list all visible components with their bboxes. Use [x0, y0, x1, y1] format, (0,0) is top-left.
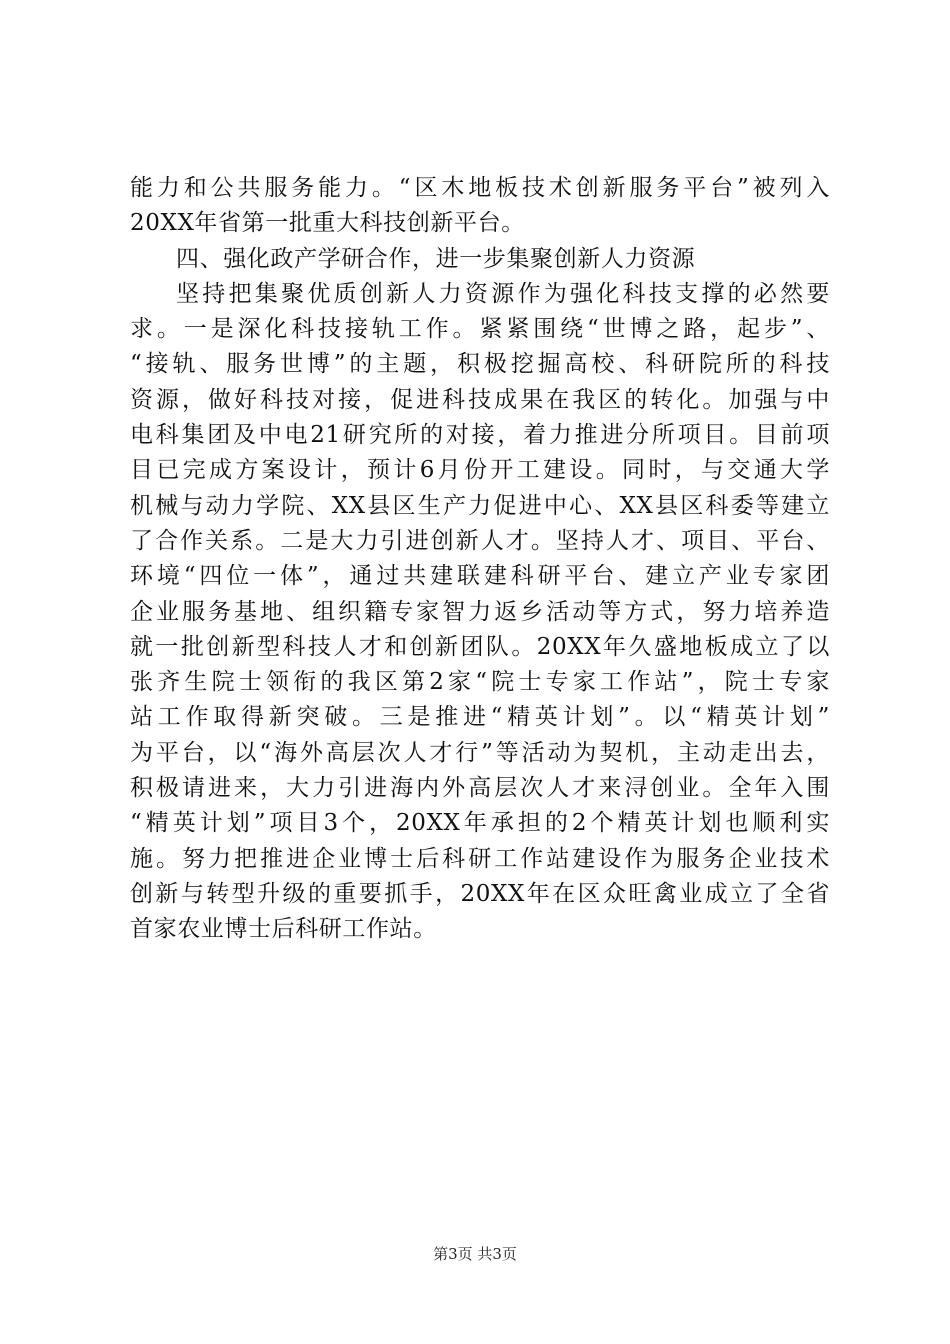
text-line: 能力和公共服务能力。“区木地板技术创新服务平台”被列入 [130, 175, 830, 201]
text-line: “精英计划”项目3个，20XX年承担的2个精英计划也顺利实 [130, 810, 830, 837]
text-line: 首家农业博士后科研工作站。 [130, 916, 437, 943]
text-line: 坚持把集聚优质创新人力资源作为强化科技支撑的必然要 [176, 280, 830, 307]
text-line: 求。一是深化科技接轨工作。紧紧围绕“世博之路，起步”、 [130, 316, 830, 343]
text-line: “接轨、服务世博”的主题，积极挖掘高校、科研院所的科技 [130, 351, 830, 378]
text-line: 创新与转型升级的重要抓手，20XX年在区众旺禽业成立了全省 [130, 880, 830, 907]
page-number-footer: 第3页 共3页 [433, 1245, 517, 1263]
text-line: 积极请进来，大力引进海内外高层次人才来浔创业。全年入围 [130, 775, 830, 802]
text-line: 环境“四位一体”，通过共建联建科研平台、建立产业专家团 [130, 563, 830, 590]
text-line: 施。努力把推进企业博士后科研工作站建设作为服务企业技术 [130, 845, 830, 872]
text-line: 了合作关系。二是大力引进创新人才。坚持人才、项目、平台、 [130, 527, 830, 554]
text-line: 就一批创新型科技人才和创新团队。20XX年久盛地板成立了以 [130, 633, 830, 660]
text-line: 目已完成方案设计，预计6月份开工建设。同时，与交通大学 [130, 457, 830, 484]
document-body [130, 171, 830, 948]
text-line: 张齐生院士领衔的我区第2家“院士专家工作站”，院士专家 [130, 669, 830, 696]
text-line: 站工作取得新突破。三是推进“精英计划”。以“精英计划” [130, 704, 830, 731]
text-line: 为平台，以“海外高层次人才行”等活动为契机，主动走出去， [130, 739, 830, 766]
text-line: 电科集团及中电21研究所的对接，着力推进分所项目。目前项 [130, 422, 830, 449]
text-line: 企业服务基地、组织籍专家智力返乡活动等方式，努力培养造 [130, 598, 830, 625]
section-heading: 四、强化政产学研合作，进一步集聚创新人力资源 [176, 245, 696, 272]
text-line: 20XX年省第一批重大科技创新平台。 [130, 210, 525, 237]
text-line: 机械与动力学院、XX县区生产力促进中心、XX县区科委等建立 [130, 492, 830, 519]
text-line: 资源，做好科技对接，促进科技成果在我区的转化。加强与中 [130, 386, 830, 413]
